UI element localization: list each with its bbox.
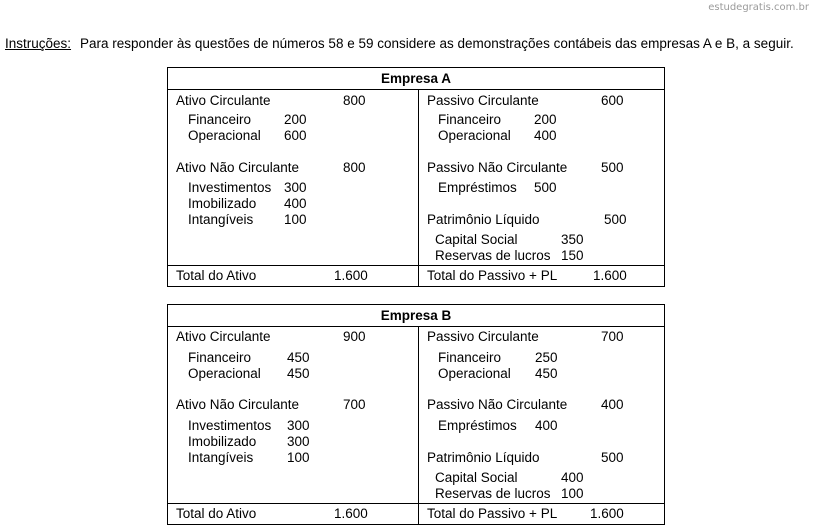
line-item-value: 200 xyxy=(534,112,557,127)
line-item-value: 100 xyxy=(284,212,307,227)
instructions-text: Para responder às questões de números 58 e 59 considere as demonstrações contábeis das empresas A e B, a seguir. xyxy=(80,36,794,51)
ativo-circulante-label: Ativo Circulante xyxy=(176,93,271,108)
column-divider xyxy=(418,90,419,286)
total-ativo-label: Total do Ativo xyxy=(176,268,257,283)
balance-sheet-empresa-a xyxy=(167,67,665,287)
instructions-lead: Instruções: xyxy=(5,36,72,51)
line-item-value: 400 xyxy=(534,128,557,143)
line-item-label: Reservas de lucros xyxy=(435,248,551,263)
line-item-label: Financeiro xyxy=(188,112,252,127)
line-item-value: 150 xyxy=(561,248,584,263)
line-item-label: Imobilizado xyxy=(188,196,257,211)
line-item-value: 450 xyxy=(287,350,310,365)
ativo-nao-circulante-label: Ativo Não Circulante xyxy=(176,160,300,175)
line-item-value: 200 xyxy=(284,112,307,127)
total-row-divider xyxy=(168,503,664,504)
passivo-circulante-value: 600 xyxy=(601,93,624,108)
line-item-value: 500 xyxy=(534,180,557,195)
total-row-divider xyxy=(168,265,664,266)
line-item-label: Investimentos xyxy=(188,418,272,433)
passivo-circulante-label: Passivo Circulante xyxy=(427,329,539,344)
line-item-value: 300 xyxy=(284,180,307,195)
patrimonio-liquido-label: Patrimônio Líquido xyxy=(427,212,540,227)
line-item-label: Investimentos xyxy=(188,180,272,195)
line-item-value: 450 xyxy=(535,366,558,381)
line-item-label: Empréstimos xyxy=(438,180,517,195)
balance-sheet-empresa-b xyxy=(167,304,665,525)
total-ativo-value: 1.600 xyxy=(334,506,368,521)
total-passivo-value: 1.600 xyxy=(593,268,627,283)
total-passivo-value: 1.600 xyxy=(590,506,624,521)
total-ativo-label: Total do Ativo xyxy=(176,506,257,521)
line-item-label: Operacional xyxy=(438,366,511,381)
ativo-circulante-value: 900 xyxy=(343,329,366,344)
line-item-label: Operacional xyxy=(188,128,261,143)
line-item-value: 400 xyxy=(284,196,307,211)
line-item-label: Operacional xyxy=(188,366,261,381)
line-item-label: Capital Social xyxy=(435,232,518,247)
patrimonio-liquido-value: 500 xyxy=(604,212,627,227)
line-item-value: 350 xyxy=(561,232,584,247)
instructions xyxy=(5,36,794,51)
ativo-nao-circulante-label: Ativo Não Circulante xyxy=(176,397,300,412)
total-ativo-value: 1.600 xyxy=(334,268,368,283)
ativo-circulante-label: Ativo Circulante xyxy=(176,329,271,344)
patrimonio-liquido-value: 500 xyxy=(601,450,624,465)
line-item-value: 300 xyxy=(287,418,310,433)
line-item-label: Imobilizado xyxy=(188,434,257,449)
line-item-label: Financeiro xyxy=(188,350,252,365)
line-item-value: 250 xyxy=(535,350,558,365)
line-item-label: Capital Social xyxy=(435,470,518,485)
line-item-value: 600 xyxy=(284,128,307,143)
line-item-label: Empréstimos xyxy=(438,418,517,433)
line-item-label: Operacional xyxy=(438,128,511,143)
patrimonio-liquido-label: Patrimônio Líquido xyxy=(427,450,540,465)
line-item-value: 100 xyxy=(561,486,584,501)
line-item-value: 300 xyxy=(287,434,310,449)
passivo-nao-circulante-label: Passivo Não Circulante xyxy=(427,160,568,175)
line-item-value: 400 xyxy=(535,418,558,433)
line-item-label: Reservas de lucros xyxy=(435,486,551,501)
passivo-circulante-value: 700 xyxy=(601,329,624,344)
line-item-label: Intangíveis xyxy=(188,450,254,465)
line-item-value: 100 xyxy=(287,450,310,465)
line-item-value: 400 xyxy=(561,470,584,485)
passivo-nao-circulante-label: Passivo Não Circulante xyxy=(427,397,568,412)
table-title: Empresa B xyxy=(168,305,664,327)
line-item-value: 450 xyxy=(287,366,310,381)
ativo-nao-circulante-value: 800 xyxy=(343,160,366,175)
total-passivo-label: Total do Passivo + PL xyxy=(427,268,558,283)
line-item-label: Financeiro xyxy=(438,112,502,127)
total-passivo-label: Total do Passivo + PL xyxy=(427,506,558,521)
line-item-label: Financeiro xyxy=(438,350,502,365)
table-title: Empresa A xyxy=(168,68,664,90)
line-item-label: Intangíveis xyxy=(188,212,254,227)
column-divider xyxy=(418,327,419,524)
passivo-nao-circulante-value: 400 xyxy=(601,397,624,412)
ativo-nao-circulante-value: 700 xyxy=(343,397,366,412)
watermark: estudegratis.com.br xyxy=(708,2,809,13)
passivo-circulante-label: Passivo Circulante xyxy=(427,93,539,108)
passivo-nao-circulante-value: 500 xyxy=(601,160,624,175)
ativo-circulante-value: 800 xyxy=(343,93,366,108)
